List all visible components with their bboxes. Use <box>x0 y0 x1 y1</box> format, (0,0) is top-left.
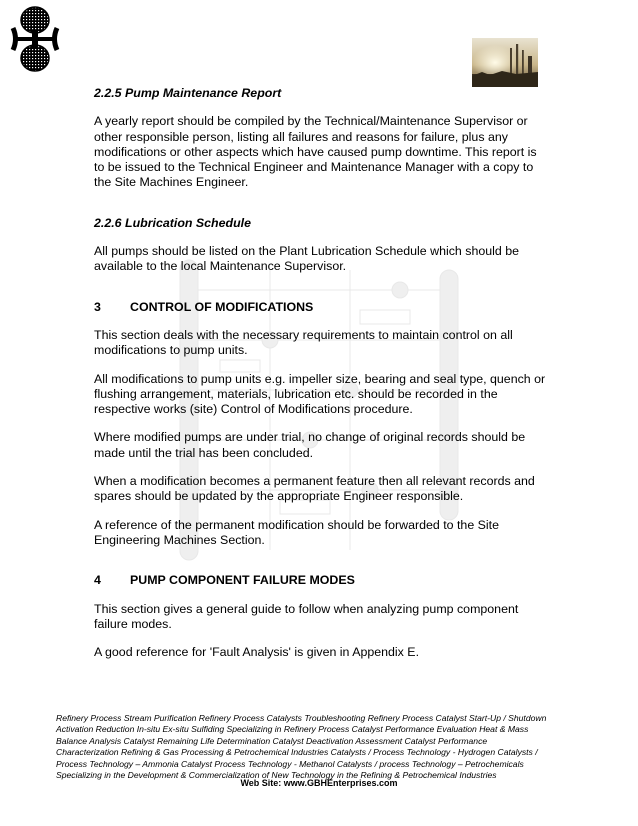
refinery-photo <box>472 38 538 87</box>
section-heading: 2.2.5 Pump Maintenance Report <box>94 86 282 100</box>
section-3 <box>94 300 546 549</box>
document-body <box>94 86 546 660</box>
paragraph: A reference of the permanent modification should be forwarded to the Site Engineering Machines Section. <box>94 517 500 547</box>
section-title: PUMP COMPONENT FAILURE MODES <box>130 573 355 588</box>
paragraph: A good reference for 'Fault Analysis' is given in Appendix E. <box>94 645 420 660</box>
section-title: CONTROL OF MODIFICATIONS <box>130 299 314 314</box>
section-number: 3 <box>94 299 101 314</box>
paragraph: Where modified pumps are under trial, no change of original records should be made until the trial has been concluded. <box>94 430 526 460</box>
website-link[interactable]: Web Site: www.GBHEnterprises.com <box>240 778 398 788</box>
footer-text <box>56 713 556 781</box>
section-heading <box>94 573 546 588</box>
paragraph: This section gives a general guide to follow when analyzing pump component failure modes. <box>94 601 519 631</box>
paragraph: All pumps should be listed on the Plant Lubrication Schedule which should be available to the local Maintenance Supervisor. <box>94 244 519 274</box>
paragraph: When a modification becomes a permanent feature then all relevant records and spares should be updated by the appropriate Engineer responsible. <box>94 474 535 504</box>
footer-line: Refinery Process Stream Purification Refinery Process Catalysts Troubleshooting Refinery Process Catalyst Start-Up / Shutdown <box>56 713 547 723</box>
paragraph: A yearly report should be compiled by the Technical/Maintenance Supervisor or other responsible person, listing all failures and reasons for failure, plus any modifications or other aspects which have caused pump downtime. This report is to be issued to the Technical Engineer and Maintenance Manager with a copy to the Site Machines Engineer. <box>94 114 537 190</box>
footer-line: Characterization Refining & Gas Processing & Petrochemical Industries Catalysts / Process Technology - Hydrogen Catalysts / <box>56 747 538 758</box>
section-heading <box>94 300 546 315</box>
paragraph: All modifications to pump units e.g. impeller size, bearing and seal type, quench or flushing arrangement, materials, lubrication etc. should be recorded in the respective works (site) Control of Modifications procedure. <box>94 371 546 417</box>
footer-line: Activation Reduction In-situ Ex-situ Sulfiding Specializing in Refinery Process Catalyst Performance Evaluation Heat & Mass <box>56 724 529 735</box>
section-number: 4 <box>94 573 101 588</box>
footer-line: Specializing in the Development & Commercialization of New Technology in the Refining & Petrochemical Industries <box>56 770 497 781</box>
footer-line: Process Technology – Ammonia Catalyst Process Technology - Methanol Catalysts / process Technology – Petrochemicals <box>56 758 524 769</box>
section-heading: 2.2.6 Lubrication Schedule <box>94 215 251 230</box>
section-4 <box>94 573 546 660</box>
section-2-2-6 <box>94 216 546 275</box>
footer-line: Balance Analysis Catalyst Remaining Life Determination Catalyst Deactivation Assessment Catalyst Performance <box>56 735 488 746</box>
company-logo-icon <box>10 6 60 72</box>
paragraph: This section deals with the necessary requirements to maintain control on all modifications to pump units. <box>94 327 513 358</box>
section-2-2-5 <box>94 86 546 191</box>
